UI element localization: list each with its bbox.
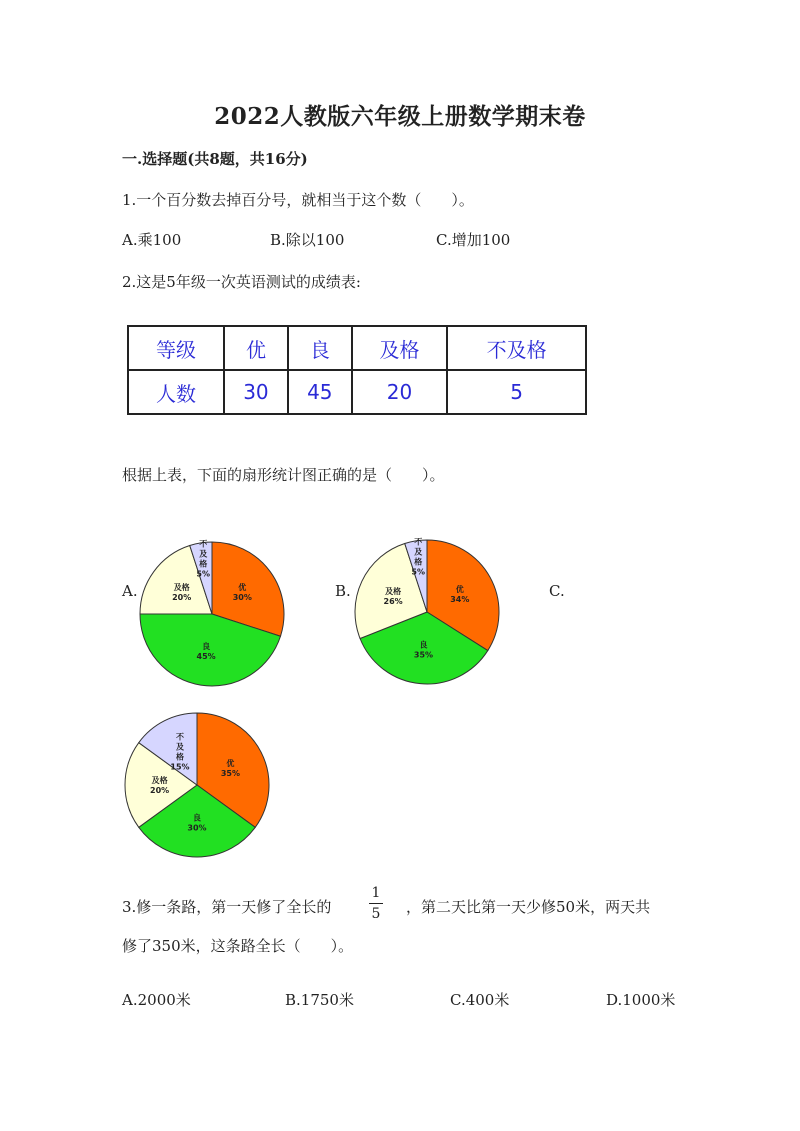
table-row: [128, 370, 586, 414]
pie-slice-label: 及格 26%: [383, 587, 403, 607]
table-cell: 良: [288, 326, 352, 370]
pie-chart-a: [136, 538, 288, 690]
fraction-bar: [369, 903, 383, 904]
pie-slice-label: 优 34%: [450, 585, 470, 604]
question-1-option-c: C.增加100: [436, 231, 511, 249]
pie-slice-label: 优 30%: [232, 583, 252, 602]
pie-slice-label: 不及格 5%: [411, 537, 425, 577]
question-2-text: 2.这是5年级一次英语测试的成绩表:: [122, 273, 361, 291]
table-row: [128, 326, 586, 370]
table-cell: 等级: [128, 326, 224, 370]
score-table: [127, 325, 587, 415]
table-cell: 30: [224, 370, 288, 414]
pie-chart-c: [121, 709, 273, 861]
question-3-text-after: ，第二天比第一天少修50米，两天共: [406, 898, 651, 916]
question-3-option-a: A.2000米: [122, 991, 191, 1009]
table-cell: 人数: [128, 370, 224, 414]
question-1-option-a: A.乘100: [122, 231, 182, 249]
pie-slice-label: 良 45%: [196, 642, 216, 661]
table-cell: 不及格: [447, 326, 586, 370]
question-3-option-c: C.400米: [450, 991, 510, 1009]
table-cell: 20: [352, 370, 447, 414]
fraction-one-fifth: [366, 885, 386, 922]
question-3-option-b: B.1750米: [285, 991, 354, 1009]
page-title: 2022人教版六年级上册数学期末卷: [214, 103, 586, 130]
pie-slice-label: 优 35%: [220, 759, 240, 778]
question-2-prompt: 根据上表，下面的扇形统计图正确的是（ ）。: [122, 466, 445, 484]
table-cell: 及格: [352, 326, 447, 370]
fraction-numerator: 1: [371, 885, 381, 901]
question-2-option-b: B.: [335, 582, 351, 600]
question-2-option-a: A.: [122, 582, 138, 600]
question-1-option-b: B.除以100: [270, 231, 345, 249]
pie-slice-label: 良 30%: [187, 813, 207, 833]
question-3-option-d: D.1000米: [606, 991, 676, 1009]
table-cell: 45: [288, 370, 352, 414]
pie-chart-b: [351, 536, 503, 688]
pie-slice-label: 不及格 5%: [196, 539, 210, 579]
section-heading: 一.选择题(共8题，共16分): [122, 150, 308, 168]
pie-slice-label: 良 35%: [413, 640, 434, 660]
question-2-option-c: C.: [549, 582, 565, 600]
pie-slice-label: 不及格 15%: [170, 732, 190, 772]
table-cell: 优: [224, 326, 288, 370]
pie-slice-label: 及格 20%: [172, 583, 192, 602]
question-1-text: 1.一个百分数去掉百分号，就相当于这个数（ ）。: [122, 191, 474, 209]
pie-slice-label: 及格 20%: [150, 776, 170, 795]
question-3-text-before: 3.修一条路，第一天修了全长的: [122, 898, 332, 916]
fraction-denominator: 5: [371, 906, 381, 922]
question-3-text-line2: 修了350米，这条路全长（ ）。: [122, 937, 354, 955]
table-cell: 5: [447, 370, 586, 414]
